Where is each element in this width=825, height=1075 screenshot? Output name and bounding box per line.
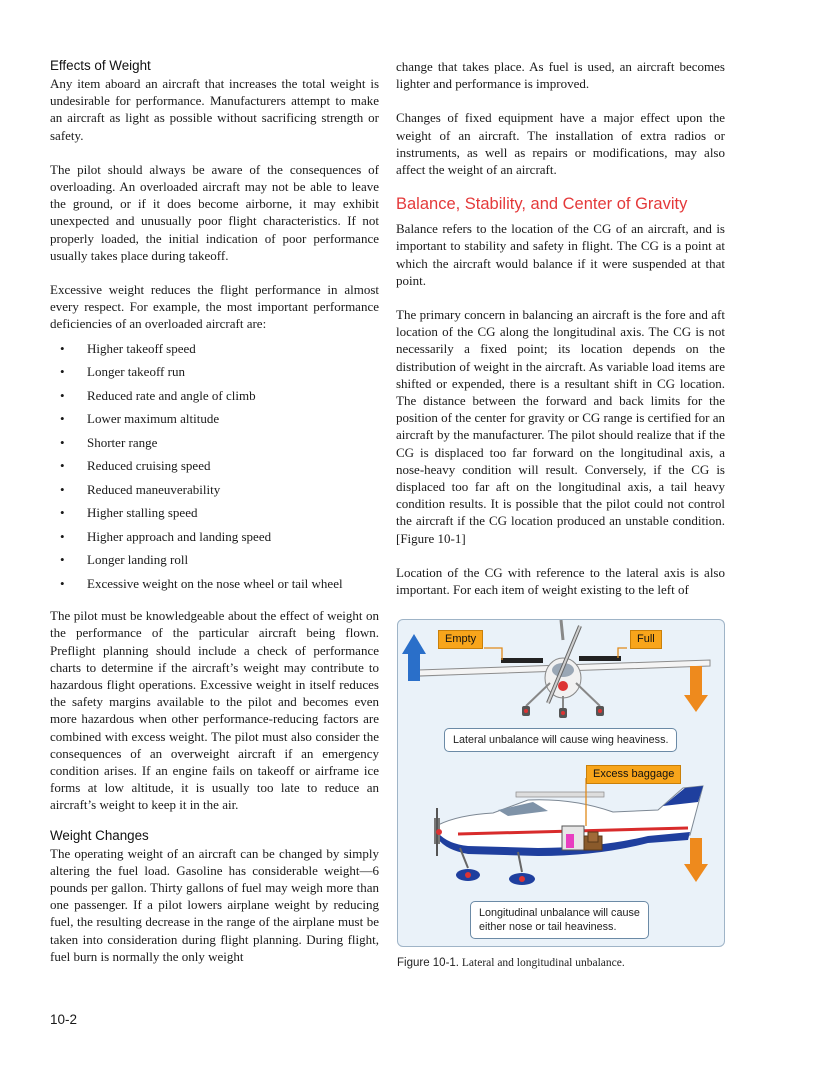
paragraph: The pilot should always be aware of the consequences of overloading. An overloaded aircraft may not be able to leave the ground, or if it does become airborne, it may exhibit unexpected and unusually poor flight characteristics. If not properly loaded, the initial indication of poor performance usually takes place during takeoff. [50,161,379,263]
list-item: • Reduced rate and angle of climb [50,384,379,408]
figure-caption [397,957,625,969]
page-number: 10-2 [50,1012,78,1027]
side-view-airplane [434,786,703,885]
excess-baggage-label: Excess baggage [586,765,681,784]
paragraph: The operating weight of an aircraft can be changed by simply altering the fuel load. Gasoline has considerable weight—6 pounds per gallon. Thirty gallons of fuel may weigh more than one passenger. If a pilot lowers airplane weight by reducing fuel, the resulting decrease in the range of the airplane must be taken into consideration during flight planning. During flight, fuel burn is normally the only weight [50,845,379,964]
weight-changes-heading: Weight Changes [50,827,149,843]
performance-deficiency-list [50,337,379,596]
paragraph: The pilot must be knowledgeable about the effect of weight on the performance of the particular aircraft being flown. Preflight planning should include a check of performance charts to determine if the aircraft’s weight may contribute to hazardous flight operations. Excessive weight in itself reduces the safety margins available to the pilot and becomes even more hazardous when other performance-reducing factors are combined with excess weight. The pilot must also consider the consequences of an overweight aircraft if an emergency condition arises. If an engine fails on takeoff or airframe ice forms at low altitude, it is usually too late to reduce an aircraft’s weight to keep it in the air. [50,608,379,813]
list-item: • Higher approach and landing speed [50,525,379,549]
list-item: • Reduced maneuverability [50,478,379,502]
down-arrow-icon [684,666,708,712]
paragraph: Location of the CG with reference to the lateral axis is also important. For each item of weight existing to the left of [396,564,725,598]
paragraph: The primary concern in balancing an aircraft is the fore and aft location of the CG along the longitudinal axis. The CG is not necessarily a fixed point; its location depends on the distribution of weight in the aircraft. As variable load items are shifted or expended, there is a resultant shift in CG location. The distance between the forward and back limits for the position of the center for gravity or CG range is certified for an aircraft by the manufacturer. The pilot should realize that if the CG is displaced too far forward on the longitudinal axis, a nose-heavy condition will result. Conversely, if the CG is displaced too far aft on the longitudinal axis, a tail heavy condition results. It is possible that the pilot could not control the aircraft if the CG location produced an unstable condition. [Figure 10-1] [396,307,725,546]
list-item: • Shorter range [50,431,379,455]
list-item: • Higher stalling speed [50,501,379,525]
figure-caption-text: Lateral and longitudinal unbalance. [461,957,625,969]
effects-of-weight-heading: Effects of Weight [50,58,151,73]
list-item: • Reduced cruising speed [50,454,379,478]
list-item: • Excessive weight on the nose wheel or tail wheel [50,572,379,596]
paragraph: Balance refers to the location of the CG of an aircraft, and is important to stability and safety in flight. The CG is a point at which the aircraft would balance if it were suspended at that point. [396,221,725,288]
list-item: • Longer landing roll [50,548,379,572]
paragraph: Any item aboard an aircraft that increases the total weight is undesirable for performance. Manufacturers attempt to make an aircraft as light as possible without sacrificing strength or safety. [50,76,379,143]
section-title: Balance, Stability, and Center of Gravity [396,195,688,214]
down-arrow-icon [684,838,708,882]
paragraph: Excessive weight reduces the flight performance in almost every respect. For example, the most important performance deficiencies of an overloaded aircraft are: [50,282,379,332]
lateral-unbalance-note: Lateral unbalance will cause wing heaviness. [444,728,677,752]
left-column [50,58,379,982]
note-line: either nose or tail heaviness. [479,921,617,933]
note-line: Longitudinal unbalance will cause [479,907,640,919]
list-item: • Lower maximum altitude [50,407,379,431]
longitudinal-unbalance-note [470,901,649,939]
paragraph: change that takes place. As fuel is used, an aircraft becomes lighter and performance is improved. [396,59,725,92]
list-item: • Higher takeoff speed [50,337,379,361]
empty-tank-label: Empty [438,630,483,649]
full-tank-label: Full [630,630,662,649]
list-item: • Longer takeoff run [50,360,379,384]
figure-number: Figure 10-1. [397,957,460,969]
paragraph: Changes of fixed equipment have a major effect upon the weight of an aircraft. The installation of extra radios or instruments, as well as repairs or modifications, may also affect the weight of an aircraft. [396,110,725,178]
right-column [396,58,725,615]
figure-10-1 [397,619,725,947]
